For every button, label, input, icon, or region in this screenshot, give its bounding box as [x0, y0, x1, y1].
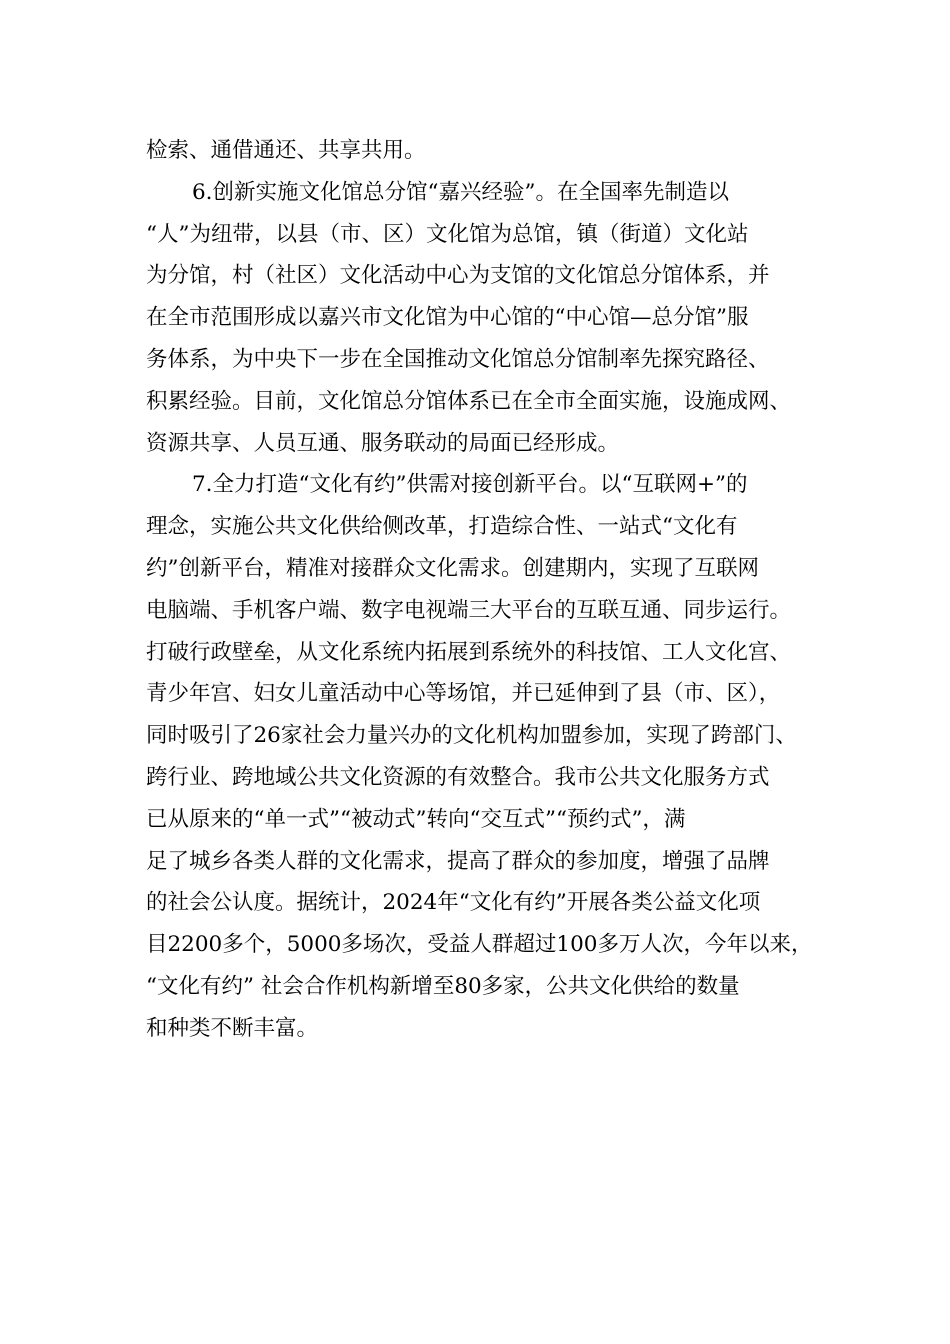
- text-line: 理念，实施公共文化供给侧改革，打造综合性、一站式“文化有: [146, 514, 738, 540]
- text-line: 目2200多个，5000多场次，受益人群超过100多万人次，今年以来，: [146, 932, 813, 958]
- text-line: 和种类不断丰富。: [146, 1015, 319, 1041]
- text-line: 积累经验。目前，文化馆总分馆体系已在全市全面实施，设施成网、: [146, 388, 792, 414]
- text-line: 资源共享、人员互通、服务联动的局面已经形成。: [146, 430, 620, 456]
- text-line: 务体系，为中央下一步在全国推动文化馆总分馆制率先探究路径、: [146, 346, 770, 372]
- text-line: 青少年宫、妇女儿童活动中心等场馆，并已延伸到了县（市、区），: [146, 681, 781, 707]
- text-line: 的社会公认度。据统计，2024年“文化有约”开展各类公益文化项: [146, 890, 761, 916]
- text-line: 同时吸引了26家社会力量兴办的文化机构加盟参加，实现了跨部门、: [146, 723, 797, 749]
- paragraph-7-first-line: 7.全力打造“文化有约”供需对接创新平台。以“互联网+”的: [192, 472, 748, 498]
- text-line: 跨行业、跨地域公共文化资源的有效整合。我市公共文化服务方式: [146, 764, 770, 790]
- text-line: 为分馆，村（社区）文化活动中心为支馆的文化馆总分馆体系，并: [146, 263, 770, 289]
- text-line: 电脑端、手机客户端、数字电视端三大平台的互联互通、同步运行。: [146, 597, 792, 623]
- text-line: 在全市范围形成以嘉兴市文化馆为中心馆的“中心馆—总分馆”服: [146, 305, 749, 331]
- text-line: “人”为纽带，以县（市、区）文化馆为总馆，镇（街道）文化站: [146, 221, 749, 247]
- text-line: 打破行政壁垒，从文化系统内拓展到系统外的科技馆、工人文化宫、: [146, 639, 792, 665]
- body-text: [146, 130, 822, 1050]
- text-line: 足了城乡各类人群的文化需求，提高了群众的参加度，增强了品牌: [146, 848, 770, 874]
- text-line: “文化有约” 社会合作机构新增至80多家，公共文化供给的数量: [146, 973, 740, 999]
- text-line: 检索、通借通还、共享共用。: [146, 138, 426, 163]
- text-line: 约”创新平台，精准对接群众文化需求。创建期内，实现了互联网: [146, 555, 759, 581]
- paragraph-6-first-line: 6.创新实施文化馆总分馆“嘉兴经验”。在全国率先制造以: [192, 179, 729, 205]
- text-line: 已从原来的“单一式”“被动式”转向“交互式”“预约式”，满: [146, 806, 686, 832]
